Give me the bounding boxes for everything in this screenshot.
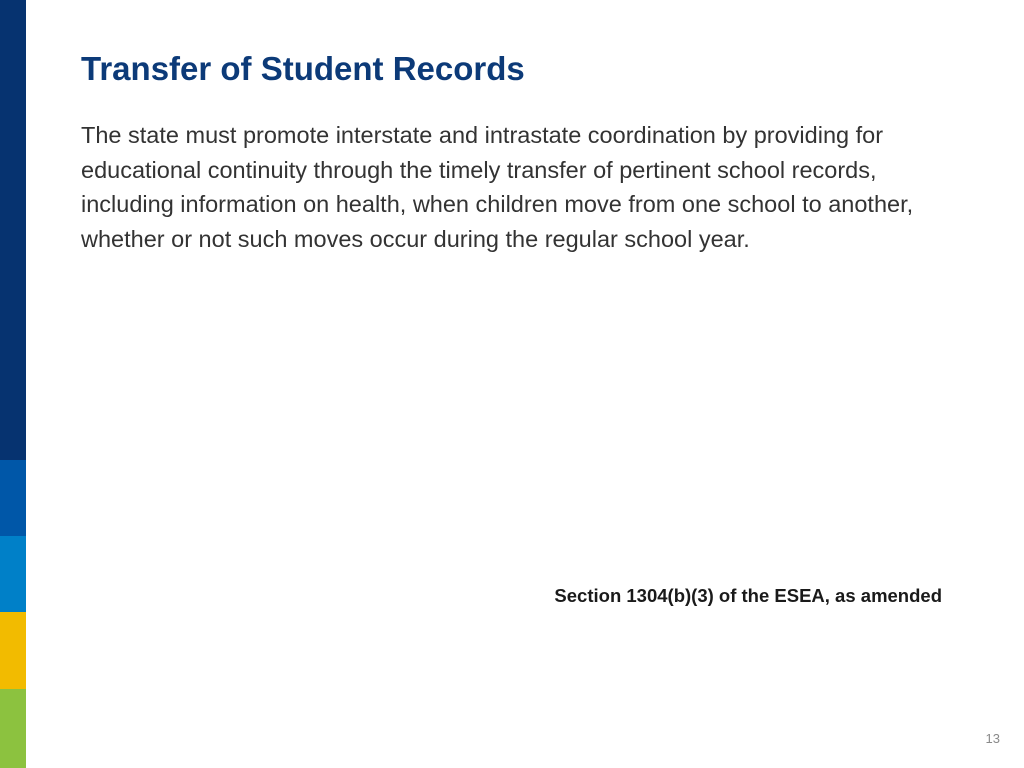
side-bar-segment-yellow bbox=[0, 612, 26, 689]
body-paragraph: The state must promote interstate and intrastate coordination by providing for educational continuity through the timely transfer of pertinent school records, including information on health, when children move from one school to another, whether or not such moves occur during the regular school year. bbox=[81, 122, 914, 252]
slide-title: Transfer of Student Records bbox=[81, 50, 525, 87]
side-bar-segment-blue bbox=[0, 460, 26, 536]
side-bar-segment-green bbox=[0, 689, 26, 768]
side-bar-segment-light-blue bbox=[0, 536, 26, 612]
page-number: 13 bbox=[985, 731, 1000, 746]
side-color-bar bbox=[0, 0, 26, 768]
citation: Section 1304(b)(3) of the ESEA, as amended bbox=[554, 585, 942, 606]
side-bar-segment-navy bbox=[0, 0, 26, 460]
